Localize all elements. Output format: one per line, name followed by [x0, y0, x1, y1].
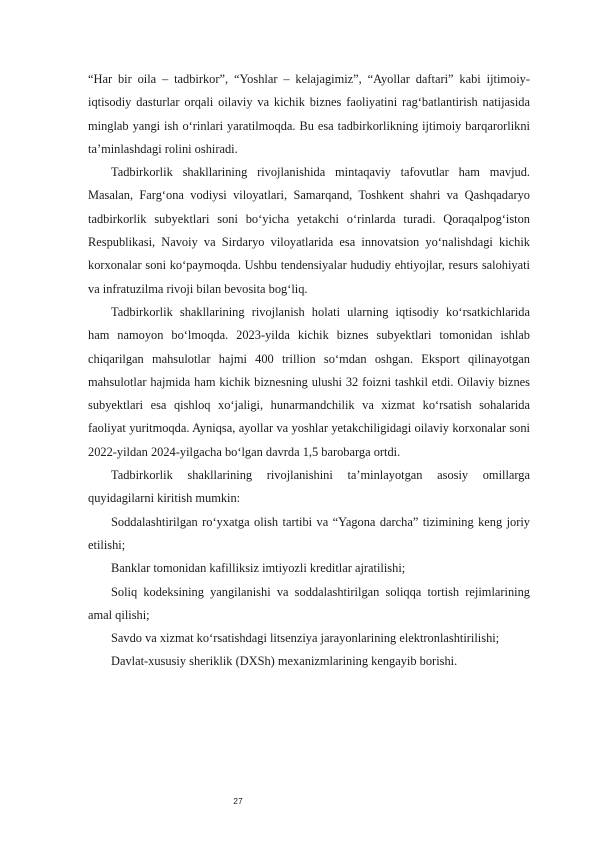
list-item-licensing: Savdo va xizmat ko‘rsatishdagi litsenziya jarayonlarining elektronlashtirilishi;: [111, 631, 500, 646]
list-item-ppp: Davlat-xususiy sheriklik (DXSh) mexanizmlarining kengayib borishi.: [111, 654, 458, 669]
list-item-tax-code: Soliq kodeksining yangilanishi va soddalashtirilgan soliqqa tortish rejimlarining amal qilishi;: [88, 584, 530, 622]
paragraph-programs: “Har bir oila – tadbirkor”, “Yoshlar – kelajagimiz”, “Ayollar daftari” kabi ijtimoiy-iqtisodiy dasturlar orqali oilaviy va kichik biznes faoliyatini rag‘batlantirish natijasida minglab yangi ish o‘rinlari yaratilmoqda. Bu esa tadbirkorlikning ijtimoiy barqarorlikni ta’minlashdagi rolini oshiradi.: [88, 72, 530, 156]
paragraph-economic-indicators: Tadbirkorlik shakllarining rivojlanish holati ularning iqtisodiy ko‘rsatkichlarida ham namoyon bo‘lmoqda. 2023-yilda kichik biznes subyektlari tomonidan ishlab chiqarilgan mahsulotlar hajmi 400 trillion so‘mdan oshgan. Eksport qilinayotgan mahsulotlar hajmida ham kichik biznesning ulushi 32 foizni tashkil etdi. Oilaviy biznes subyektlari esa qishloq xo‘jaligi, hunarmandchilik va xizmat ko‘rsatish sohalarida faoliyat yuritmoqda. Ayniqsa, ayollar va yoshlar yetakchiligidagi oilaviy korxonalar soni 2022-yildan 2024-yilgacha bo‘lgan davrda 1,5 barobarga ortdi.: [88, 304, 530, 459]
paragraph-regional-differences: Tadbirkorlik shakllarining rivojlanishida mintaqaviy tafovutlar ham mavjud. Masalan, Farg‘ona vodiysi viloyatlari, Samarqand, Toshkent shahri va Qashqadaryo tadbirkorlik subyektlari soni bo‘yicha yetakchi o‘rinlarda turadi. Qoraqalpog‘iston Respublikasi, Navoiy va Sirdaryo viloyatlarida esa innovatsion yo‘nalishdagi kichik korxonalar soni ko‘paymoqda. Ushbu tendensiyalar hududiy ehtiyojlar, resurs salohiyati va infratuzilma rivoji bilan bevosita bog‘liq.: [88, 165, 530, 296]
paragraph-factors-intro: Tadbirkorlik shakllarining rivojlanishini ta’minlayotgan asosiy omillarga quyidagilarni kiritish mumkin:: [88, 468, 530, 506]
document-body: [88, 68, 530, 674]
list-item-single-window: Soddalashtirilgan ro‘yxatga olish tartibi va “Yagona darcha” tizimining keng joriy etilishi;: [88, 514, 530, 552]
list-item-bank-credits: Banklar tomonidan kafilliksiz imtiyozli kreditlar ajratilishi;: [111, 561, 406, 576]
page-number: 27: [233, 796, 243, 806]
